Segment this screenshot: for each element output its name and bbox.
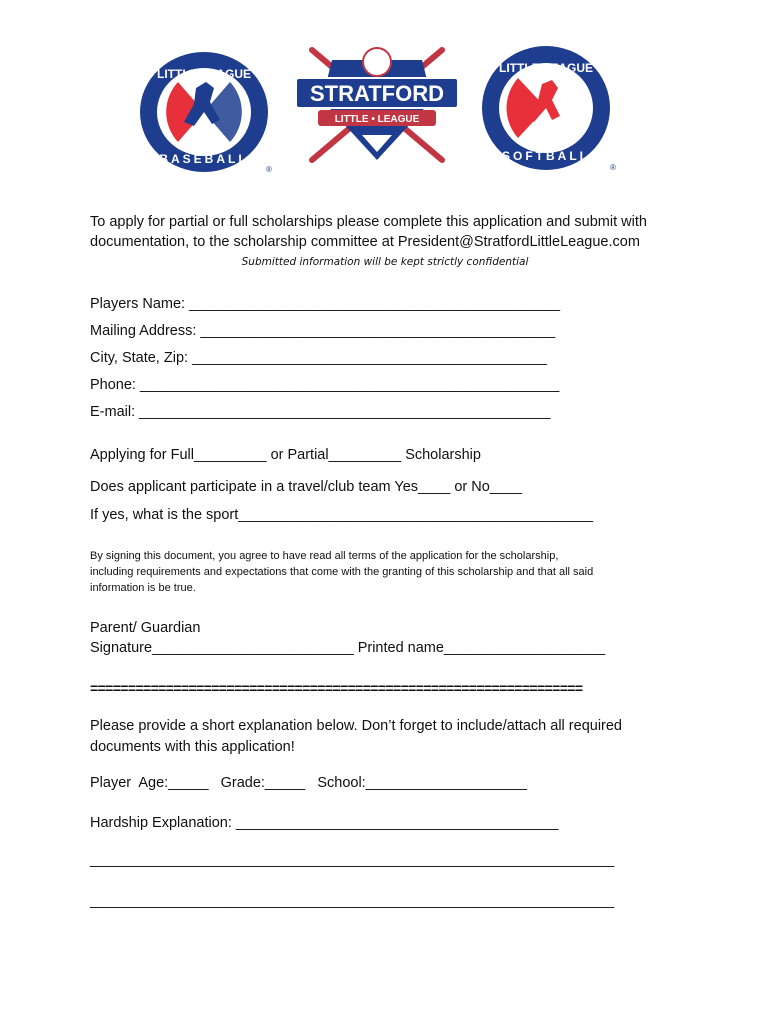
agreement-line-2: including requirements and expectations that come with the granting of this scholarship and that all said — [90, 566, 594, 578]
explanation-blank-line-2[interactable]: _________________________________________________________________ — [90, 893, 615, 909]
intro-line-1: To apply for partial or full scholarships please complete this application and submit with — [90, 214, 647, 230]
agreement-line-1: By signing this document, you agree to have read all terms of the application for the scholarship, — [90, 550, 559, 562]
travel-team-field[interactable]: Does applicant participate in a travel/club team Yes____ or No____ — [90, 479, 523, 495]
confidential-note: Submitted information will be kept strictly confidential — [241, 256, 529, 268]
svg-text:LITTLE LEAGUE: LITTLE LEAGUE — [499, 61, 593, 75]
signature-field[interactable]: Signature_________________________ Printed name____________________ — [90, 640, 606, 656]
explanation-blank-line-1[interactable]: _________________________________________________________________ — [90, 852, 615, 868]
svg-text:®: ® — [610, 163, 616, 172]
phone-field[interactable]: Phone: ____________________________________________________ — [90, 377, 560, 393]
explanation-prompt — [90, 716, 690, 758]
svg-text:SOFTBALL: SOFTBALL — [502, 149, 590, 163]
intro-line-2: documentation, to the scholarship committee at President@StratfordLittleLeague.com — [90, 234, 640, 250]
email-field[interactable]: E-mail: ___________________________________________________ — [90, 404, 551, 420]
mailing-address-field[interactable]: Mailing Address: ____________________________________________ — [90, 323, 556, 339]
player-info-field[interactable]: Player Age:_____ Grade:_____ School:____________________ — [90, 775, 527, 791]
parent-guardian-label: Parent/ Guardian — [90, 620, 201, 636]
applying-for-field[interactable]: Applying for Full_________ or Partial_________ Scholarship — [90, 447, 481, 463]
svg-text:BASEBALL: BASEBALL — [159, 152, 249, 166]
explanation-line-1: Please provide a short explanation below. Don’t forget to include/attach all required — [90, 718, 622, 734]
header-logos — [0, 40, 770, 180]
stratford-little-league-logo — [292, 40, 462, 170]
city-state-zip-field[interactable]: City, State, Zip: ____________________________________________ — [90, 350, 547, 366]
svg-text:LITTLE LEAGUE: LITTLE LEAGUE — [157, 67, 251, 81]
agreement-text — [90, 548, 680, 596]
hardship-explanation-field[interactable]: Hardship Explanation: ________________________________________ — [90, 815, 559, 831]
sport-field[interactable]: If yes, what is the sport____________________________________________ — [90, 507, 594, 523]
svg-text:STRATFORD: STRATFORD — [309, 81, 445, 106]
intro-text — [90, 212, 690, 252]
little-league-softball-logo — [480, 42, 620, 176]
little-league-baseball-logo — [138, 48, 276, 178]
svg-text:®: ® — [266, 165, 272, 174]
agreement-line-3: information is be true. — [90, 582, 196, 594]
players-name-field[interactable]: Players Name: ______________________________________________ — [90, 296, 561, 312]
svg-text:LITTLE • LEAGUE: LITTLE • LEAGUE — [334, 114, 420, 125]
explanation-line-2: documents with this application! — [90, 739, 295, 755]
section-separator: ================================================================= — [90, 680, 583, 696]
